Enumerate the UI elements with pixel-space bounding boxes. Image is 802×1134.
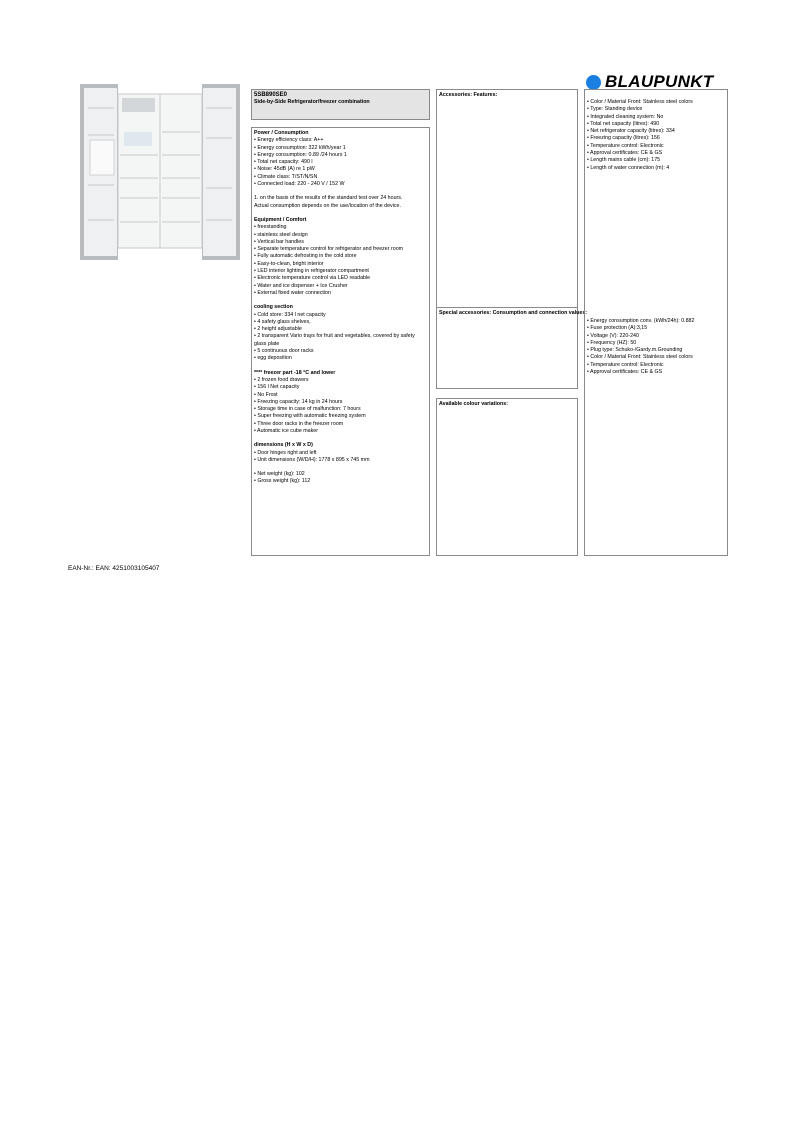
spec-item: • Freezing capacity: 14 kg in 24 hours: [254, 398, 343, 405]
spec-item: • External fixed water connection: [254, 289, 331, 296]
accessories-title: Accessories: Features:: [439, 92, 498, 98]
spec-item: • Storage time in case of malfunction: 7 hours: [254, 406, 361, 413]
consumption-item: • Energy consumption conv. (kWh/24h): 0.882: [587, 318, 695, 324]
section-title: cooling section: [254, 304, 293, 311]
feature-item: • Type: Standing device: [587, 106, 643, 113]
section-spacer: [254, 188, 427, 195]
spec-item: • Super freezing with automatic freezing system: [254, 413, 366, 420]
ean-number: EAN-Nr.: EAN: 4251003105407: [68, 565, 160, 572]
spec-item: • Electronic temperature control via LED readable: [254, 275, 371, 282]
features-box: [584, 89, 728, 556]
feature-item: • Color / Material Front: Stainless steel colors: [587, 99, 693, 105]
spec-item: • Door hinges right and left: [254, 449, 317, 456]
spec-item: • stainless steel design: [254, 231, 308, 238]
brand-logo-dot-icon: [586, 75, 601, 90]
product-image-fridge: [80, 80, 240, 263]
specifications-box: [251, 127, 430, 556]
section-title: **** freezer part -18 °C and lower: [254, 369, 336, 376]
spec-item: • Total net capacity: 490 l: [254, 159, 313, 166]
spec-item: Actual consumption depends on the use/location of the device.: [254, 202, 401, 209]
spec-item: • Energy consumption: 322 kWh/year 1: [254, 144, 346, 151]
feature-item: • Integrated cleaning system: No: [587, 113, 664, 120]
spec-item: • Automatic ice cube maker: [254, 427, 318, 434]
brand-name: BLAUPUNKT: [605, 72, 714, 91]
feature-item: • Length mains cable (cm): 175: [587, 157, 661, 164]
spec-item: • Energy consumption: 0.89 /24 hours 1: [254, 151, 347, 158]
spec-item: • Vertical bar handles: [254, 238, 304, 245]
consumption-item: • Temperature control: Electronic: [587, 361, 664, 368]
feature-item: • Total net capacity (litres): 490: [587, 120, 660, 127]
spec-item: • Net weight (kg): 102: [254, 471, 305, 478]
spec-item: • No Frost: [254, 391, 278, 398]
spec-item: • 5 continuous door racks: [254, 348, 314, 355]
section-title: Equipment / Comfort: [254, 216, 307, 223]
feature-item: • Approval certificates: CE & GS: [587, 150, 663, 157]
feature-item: • Net refrigerator capacity (litres): 334: [587, 128, 675, 135]
spec-item: • Energy efficiency class: A++: [254, 137, 324, 144]
special-accessories-title: Special accessories: Consumption and connection values:: [439, 310, 588, 316]
spec-item: • Easy-to-clean, bright interior: [254, 260, 324, 267]
spec-item: • Three door racks in the freezer room: [254, 420, 344, 427]
section-spacer: [254, 435, 427, 442]
spec-item: • Unit dimensions (W/D/H): 1778 x 895 x 745 mm: [254, 456, 370, 463]
product-header: [251, 89, 430, 120]
colour-variations-box: [436, 398, 578, 556]
feature-item: • Length of water connection (m): 4: [587, 164, 670, 171]
spec-item: • Noise: 45dB (A) re 1 pW: [254, 166, 315, 173]
consumption-item: • Frequency (HZ): 50: [587, 339, 637, 346]
spec-item: • freestanding: [254, 224, 287, 231]
consumption-item: • Approval certificates: CE & GS: [587, 369, 663, 376]
spec-item: 1. on the basis of the results of the standard test over 24 hours.: [254, 195, 403, 202]
spec-item: • Climate class: T/ST/N/SN: [254, 173, 318, 180]
section-title: dimensions (H x W x D): [254, 442, 313, 449]
section-spacer: [254, 363, 427, 370]
consumption-item: • Color / Material Front: Stainless steel colors: [587, 354, 693, 361]
feature-item: • Temperature control: Electronic: [587, 142, 664, 149]
section-title: Power / Consumption: [254, 130, 309, 136]
spec-item: • 2 transparent Vario trays for fruit and vegetables, covered by safety glass plate: [254, 333, 415, 347]
product-model: 5SB890SE0: [254, 92, 288, 98]
spec-item: • 4 safety glass shelves,: [254, 318, 311, 325]
spec-item: • 2 frozen food drawers: [254, 376, 309, 383]
special-accessories-box: [436, 307, 588, 389]
spec-item: • Separate temperature control for refrigerator and freezer room: [254, 246, 404, 253]
section-spacer: [254, 210, 427, 217]
spec-item: • Fully automatic defrosting in the cold store: [254, 253, 357, 260]
section-spacer: [254, 297, 427, 304]
spec-item: • Cold store: 334 l net capacity: [254, 311, 326, 318]
consumption-item: • Plug type: Schuko-/Gardy.m.Grounding: [587, 347, 683, 354]
section-spacer: [254, 464, 427, 471]
spec-item: • egg deposition: [254, 355, 292, 362]
spec-item: • 2 height adjustable: [254, 326, 302, 333]
accessories-box: [436, 89, 578, 308]
consumption-item: • Fuse protection (A):3,15: [587, 325, 648, 332]
spec-item: • Water and ice dispenser + Ice Crusher: [254, 282, 348, 289]
spec-item: • Gross weight (kg): 112: [254, 478, 311, 485]
feature-item: • Freezing capacity (litres): 156: [587, 135, 660, 142]
colour-variations-title: Available colour variations:: [439, 401, 508, 407]
spec-item: • LED interior lighting in refrigerator compartment: [254, 268, 369, 275]
spec-item: • 156 l Net capacity: [254, 384, 300, 391]
product-subtitle: Side-by-Side Refrigerator/freezer combination: [254, 99, 370, 106]
spec-item: • Connected load: 220 - 240 V / 152 W: [254, 181, 345, 188]
consumption-item: • Voltage (V): 220-240: [587, 332, 639, 339]
